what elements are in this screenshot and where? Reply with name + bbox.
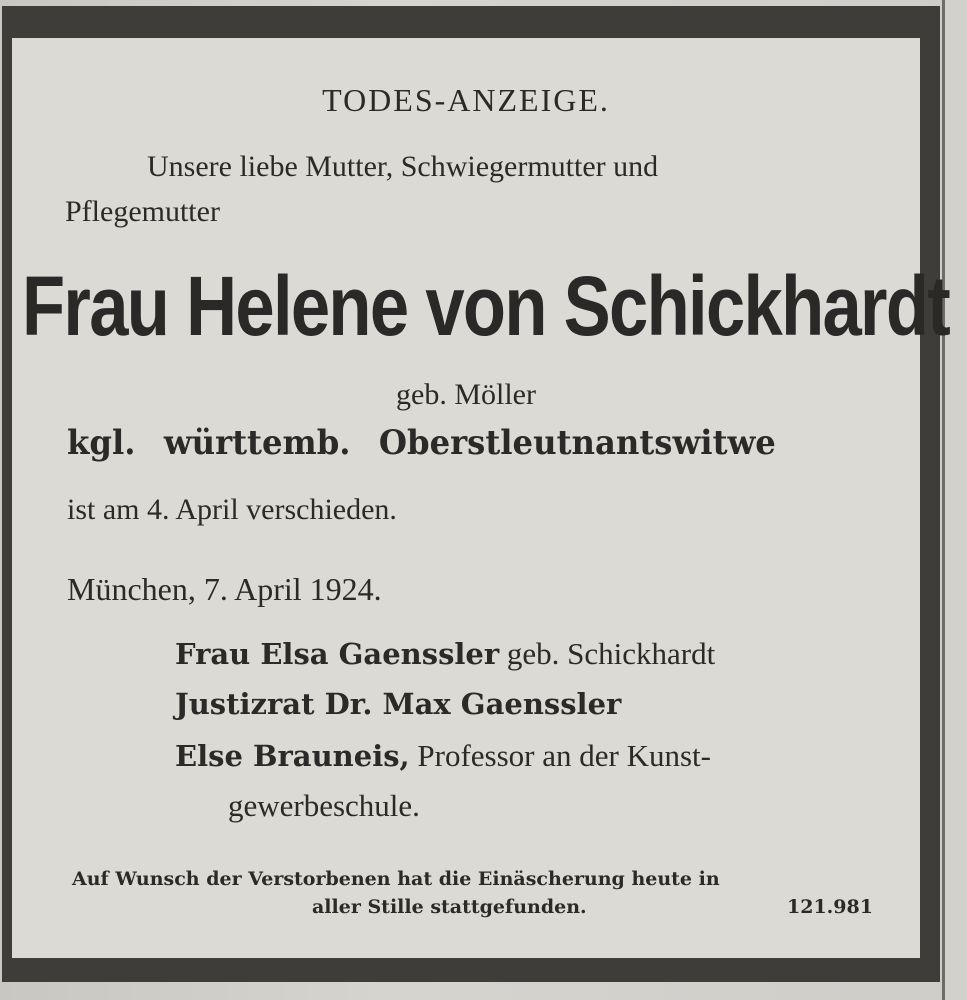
- signatory-1: [175, 636, 715, 672]
- deceased-title: kgl. württemb. Oberstleutnantswitwe: [67, 423, 776, 463]
- notice-heading: TODES-ANZEIGE.: [322, 82, 610, 118]
- footer-line-2: aller Stille stattgefunden.: [312, 896, 587, 918]
- signatory-3-suffix: Professor an der Kunst-: [417, 738, 711, 773]
- signatory-3-name: Else Brauneis,: [175, 739, 410, 773]
- signatory-1-name: Frau Elsa Gaenssler: [175, 637, 500, 671]
- obituary-panel: [12, 38, 950, 958]
- obituary-content: [12, 38, 950, 958]
- reference-number: 121.981: [787, 896, 873, 918]
- signatory-1-suffix: geb. Schickhardt: [506, 636, 716, 671]
- adjacent-column-edge: [942, 0, 967, 1000]
- signatory-3: [175, 738, 711, 774]
- birth-name: geb. Möller: [396, 378, 536, 411]
- deceased-name: Frau Helene von Schickhardt: [22, 259, 950, 353]
- death-statement: ist am 4. April verschieden.: [67, 493, 397, 526]
- signatory-2-name: Justizrat Dr. Max Gaenssler: [175, 687, 622, 721]
- signatory-2: [175, 686, 621, 722]
- place-and-date: München, 7. April 1924.: [67, 571, 382, 607]
- footer-line-1: Auf Wunsch der Verstorbenen hat die Einäscherung heute in: [72, 868, 720, 890]
- signatory-3-continuation: gewerbeschule.: [228, 788, 420, 823]
- obituary-border: [2, 6, 950, 982]
- intro-line-1: Unsere liebe Mutter, Schwiegermutter und: [147, 150, 659, 183]
- intro-line-2: Pflegemutter: [65, 195, 220, 228]
